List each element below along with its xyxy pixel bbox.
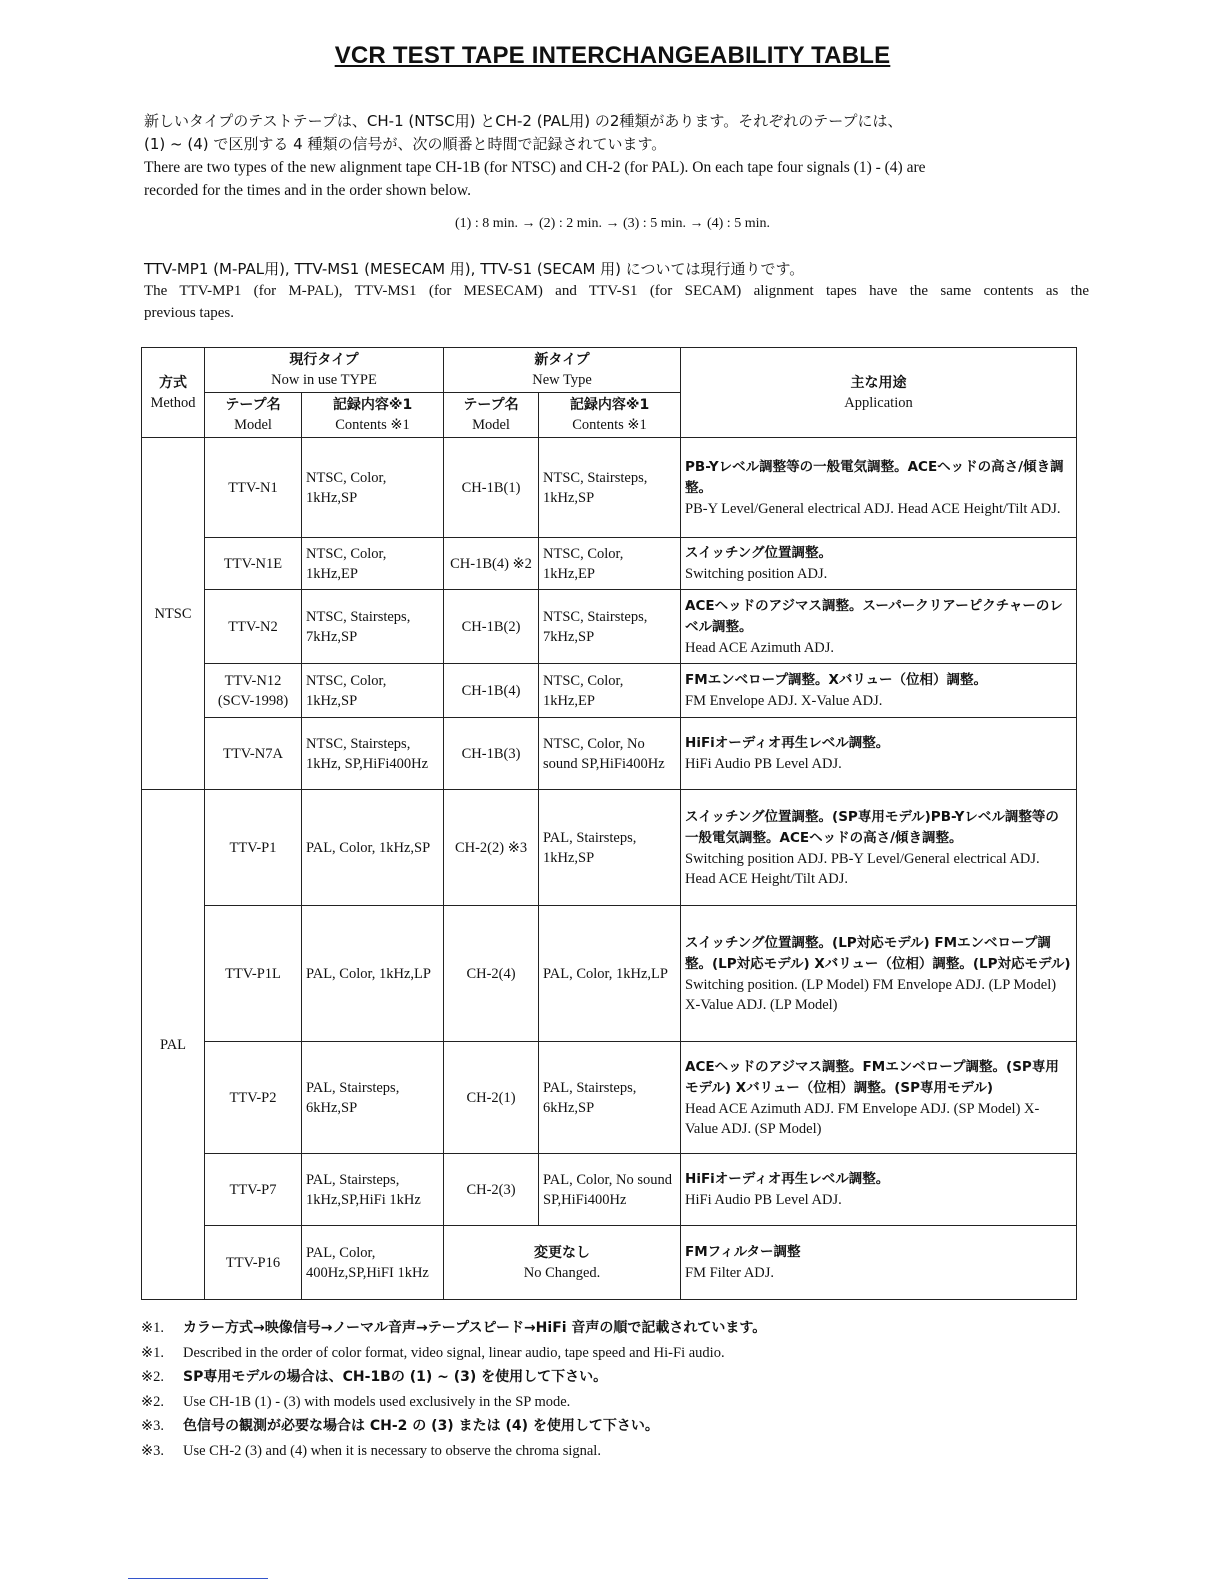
- cell-contents: PAL, Color, 1kHz,LP: [302, 906, 444, 1042]
- footnote-mark: ※2.: [141, 1369, 165, 1385]
- cell-application: スイッチング位置調整。(SP専用モデル)PB-Yレベル調整等の一般電気調整。ACEヘッドの高さ/傾き調整。 Switching position ADJ. PB-Y Level/General electrical ADJ. Head ACE Height/Tilt ADJ.: [681, 790, 1077, 906]
- footnote-text: Use CH-1B (1) - (3) with models used exclusively in the SP mode.: [183, 1393, 571, 1410]
- table-row: [142, 790, 1077, 906]
- header-new-contents: 記録内容※1 Contents ※1: [539, 393, 681, 438]
- header-method: 方式 Method: [142, 348, 205, 438]
- group-ntsc: NTSC: [142, 438, 205, 790]
- intro-jp-line1: 新しいタイプのテストテープは、CH-1 (NTSC用) とCH-2 (PAL用) の2種類があります。それぞれのテープには、: [144, 112, 903, 130]
- intro2-paragraph: [144, 258, 1089, 324]
- table-row: [142, 664, 1077, 718]
- footnote: [141, 1316, 1101, 1341]
- header-new-type: 新タイプ New Type: [444, 348, 681, 393]
- cell-contents: PAL, Color, 1kHz,SP: [302, 790, 444, 906]
- cell-new-contents: NTSC, Color, 1kHz,EP: [539, 664, 681, 718]
- header-application: 主な用途 Application: [681, 348, 1077, 438]
- cell-model: TTV-N1E: [205, 538, 302, 590]
- cell-new-contents: PAL, Stairsteps, 6kHz,SP: [539, 1042, 681, 1154]
- cell-contents: PAL, Stairsteps, 6kHz,SP: [302, 1042, 444, 1154]
- footnote: [141, 1365, 1101, 1390]
- cell-contents: NTSC, Stairsteps, 7kHz,SP: [302, 590, 444, 664]
- footnote: [141, 1414, 1101, 1439]
- interchangeability-table: [141, 347, 1077, 1300]
- intro2-en-line2: previous tapes.: [144, 305, 234, 321]
- cell-application: スイッチング位置調整。 Switching position ADJ.: [681, 538, 1077, 590]
- table-row: [142, 590, 1077, 664]
- intro-en-line2: recorded for the times and in the order shown below.: [144, 182, 471, 199]
- cell-contents: NTSC, Color, 1kHz,EP: [302, 538, 444, 590]
- cell-contents: NTSC, Color, 1kHz,SP: [302, 438, 444, 538]
- cell-application: HiFiオーディオ再生レベル調整。 HiFi Audio PB Level ADJ.: [681, 718, 1077, 790]
- bottom-rule: [128, 1578, 268, 1579]
- cell-model: TTV-N7A: [205, 718, 302, 790]
- cell-new-model: CH-1B(4): [444, 664, 539, 718]
- intro2-en-line1: The TTV-MP1 (for M-PAL), TTV-MS1 (for MESECAM) and TTV-S1 (for SECAM) alignment tapes have the same contents as the: [144, 283, 1089, 299]
- intro2-jp: TTV-MP1 (M-PAL用), TTV-MS1 (MESECAM 用), TTV-S1 (SECAM 用) については現行通りです。: [144, 260, 805, 278]
- header-now-model: テープ名 Model: [205, 393, 302, 438]
- cell-application: PB-Yレベル調整等の一般電気調整。ACEヘッドの高さ/傾き調整。 PB-Y Level/General electrical ADJ. Head ACE Height/Tilt ADJ.: [681, 438, 1077, 538]
- header-now-contents: 記録内容※1 Contents ※1: [302, 393, 444, 438]
- cell-new-model: CH-2(2) ※3: [444, 790, 539, 906]
- footnotes: [141, 1316, 1101, 1463]
- table-row: [142, 1042, 1077, 1154]
- cell-model: TTV-N2: [205, 590, 302, 664]
- footnote-text: カラー方式→映像信号→ノーマル音声→テープスピード→HiFi 音声の順で記載されています。: [183, 1320, 767, 1336]
- cell-application: HiFiオーディオ再生レベル調整。 HiFi Audio PB Level ADJ.: [681, 1154, 1077, 1226]
- table-row: [142, 906, 1077, 1042]
- cell-model: TTV-N12 (SCV-1998): [205, 664, 302, 718]
- cell-new-model: CH-2(1): [444, 1042, 539, 1154]
- intro-paragraph: [144, 110, 1089, 202]
- header-now-type: 現行タイプ Now in use TYPE: [205, 348, 444, 393]
- intro-en-line1: There are two types of the new alignment tape CH-1B (for NTSC) and CH-2 (for PAL). On each tape four signals (1) - (4) are: [144, 159, 926, 176]
- cell-application: FMエンベロープ調整。Xバリュー（位相）調整。 FM Envelope ADJ. X-Value ADJ.: [681, 664, 1077, 718]
- cell-model: TTV-P1L: [205, 906, 302, 1042]
- table-row: [142, 438, 1077, 538]
- cell-new-contents: PAL, Color, 1kHz,LP: [539, 906, 681, 1042]
- cell-new-model: CH-2(4): [444, 906, 539, 1042]
- footnote-mark: ※3.: [141, 1418, 165, 1434]
- cell-model: TTV-P1: [205, 790, 302, 906]
- cell-new-contents: NTSC, Color, No sound SP,HiFi400Hz: [539, 718, 681, 790]
- cell-contents: NTSC, Stairsteps, 1kHz, SP,HiFi400Hz: [302, 718, 444, 790]
- table-row: [142, 538, 1077, 590]
- footnote-mark: ※1.: [141, 1344, 165, 1361]
- cell-application: ACEヘッドのアジマス調整。スーパークリアーピクチャーのレベル調整。 Head ACE Azimuth ADJ.: [681, 590, 1077, 664]
- footnote: [141, 1390, 1101, 1415]
- footnote-text: SP専用モデルの場合は、CH-1Bの (1) ~ (3) を使用して下さい。: [183, 1369, 608, 1385]
- cell-contents: NTSC, Color, 1kHz,SP: [302, 664, 444, 718]
- cell-model: TTV-P2: [205, 1042, 302, 1154]
- cell-application: ACEヘッドのアジマス調整。FMエンベロープ調整。(SP専用モデル) Xバリュー（位相）調整。(SP専用モデル) Head ACE Azimuth ADJ. FM Envelope ADJ. (SP Model) X-Value ADJ. (SP Model): [681, 1042, 1077, 1154]
- footnote-mark: ※3.: [141, 1442, 165, 1459]
- footnote-mark: ※2.: [141, 1393, 165, 1410]
- cell-application: スイッチング位置調整。(LP対応モデル) FMエンベロープ調整。(LP対応モデル) Xバリュー（位相）調整。(LP対応モデル) Switching position. (LP Model) FM Envelope ADJ. (LP Model) X-Value ADJ. (LP Model): [681, 906, 1077, 1042]
- cell-new-unchanged: 変更なし No Changed.: [444, 1226, 681, 1300]
- cell-new-contents: PAL, Color, No sound SP,HiFi400Hz: [539, 1154, 681, 1226]
- footnote-text: Use CH-2 (3) and (4) when it is necessary to observe the chroma signal.: [183, 1442, 601, 1459]
- table-row: [142, 1226, 1077, 1300]
- table-row: [142, 1154, 1077, 1226]
- cell-new-contents: PAL, Stairsteps, 1kHz,SP: [539, 790, 681, 906]
- group-pal: PAL: [142, 790, 205, 1300]
- cell-model: TTV-N1: [205, 438, 302, 538]
- footnote-text: 色信号の観測が必要な場合は CH-2 の (3) または (4) を使用して下さい。: [183, 1418, 659, 1434]
- cell-application: FMフィルター調整 FM Filter ADJ.: [681, 1226, 1077, 1300]
- cell-new-model: CH-2(3): [444, 1154, 539, 1226]
- cell-model: TTV-P16: [205, 1226, 302, 1300]
- cell-contents: PAL, Stairsteps, 1kHz,SP,HiFi 1kHz: [302, 1154, 444, 1226]
- table-row: [142, 718, 1077, 790]
- cell-new-model: CH-1B(1): [444, 438, 539, 538]
- footnote: [141, 1341, 1101, 1366]
- footnote-text: Described in the order of color format, video signal, linear audio, tape speed and Hi-Fi audio.: [183, 1344, 725, 1361]
- footnote: [141, 1439, 1101, 1464]
- cell-new-model: CH-1B(3): [444, 718, 539, 790]
- cell-new-contents: NTSC, Color, 1kHz,EP: [539, 538, 681, 590]
- header-row-1: [142, 348, 1077, 393]
- footnote-mark: ※1.: [141, 1320, 165, 1336]
- signal-sequence: (1) : 8 min. → (2) : 2 min. → (3) : 5 min. → (4) : 5 min.: [455, 216, 770, 231]
- intro-jp-line2: (1) ~ (4) で区別する 4 種類の信号が、次の順番と時間で記録されています。: [144, 135, 667, 153]
- header-new-model: テープ名 Model: [444, 393, 539, 438]
- cell-new-model: CH-1B(2): [444, 590, 539, 664]
- cell-model: TTV-P7: [205, 1154, 302, 1226]
- cell-contents: PAL, Color, 400Hz,SP,HiFI 1kHz: [302, 1226, 444, 1300]
- page-title: VCR TEST TAPE INTERCHANGEABILITY TABLE: [334, 42, 891, 69]
- cell-new-contents: NTSC, Stairsteps, 1kHz,SP: [539, 438, 681, 538]
- cell-new-contents: NTSC, Stairsteps, 7kHz,SP: [539, 590, 681, 664]
- cell-new-model: CH-1B(4) ※2: [444, 538, 539, 590]
